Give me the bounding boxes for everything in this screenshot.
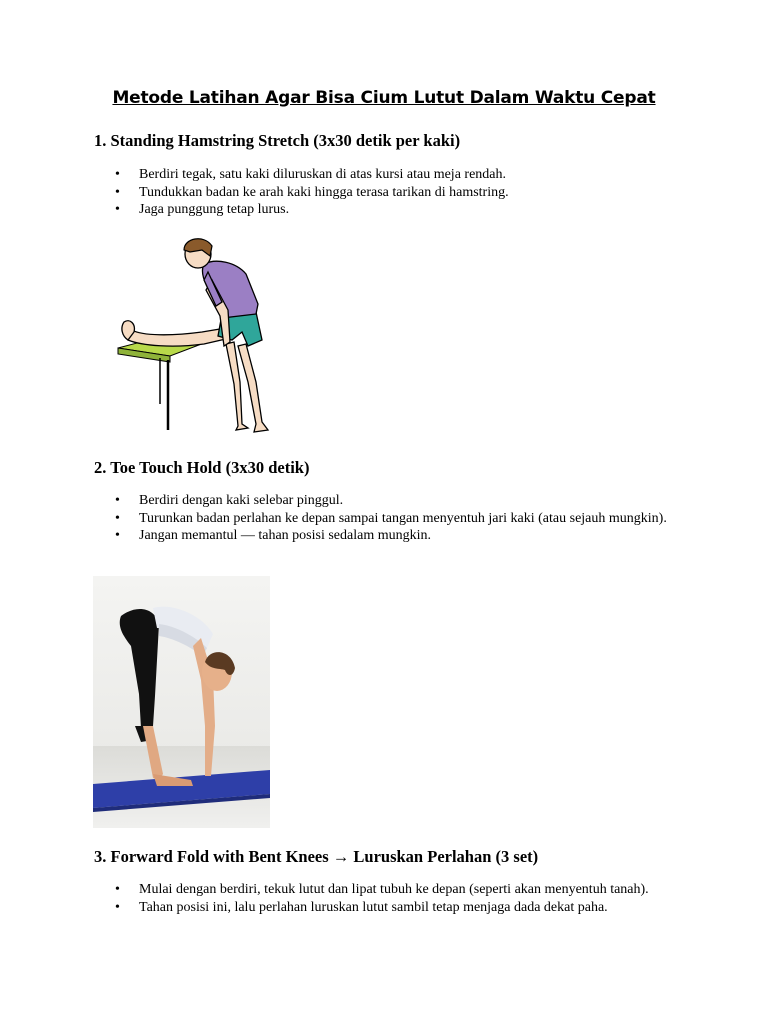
list-item: • Jaga punggung tetap lurus. — [94, 201, 684, 219]
list-item: • Tahan posisi ini, lalu perlahan luruskan lutut sambil tetap menjaga dada dekat paha. — [94, 899, 684, 917]
list-item: • Tundukkan badan ke arah kaki hingga terasa tarikan di hamstring. — [94, 184, 684, 202]
section-2-bullet-list — [94, 492, 684, 545]
low-table-illustration — [118, 336, 212, 430]
section-heading-2: 2. Toe Touch Hold (3x30 detik) — [94, 458, 310, 477]
list-item: • Berdiri tegak, satu kaki diluruskan di atas kursi atau meja rendah. — [94, 166, 684, 184]
section-1-bullet-list — [94, 166, 684, 219]
list-item: • Berdiri dengan kaki selebar pinggul. — [94, 492, 684, 510]
toe-touch-photo — [93, 576, 270, 828]
section-heading-1: 1. Standing Hamstring Stretch (3x30 detik per kaki) — [94, 131, 461, 150]
list-item: • Jangan memantul — tahan posisi sedalam mungkin. — [94, 527, 684, 545]
document-title: Metode Latihan Agar Bisa Cium Lutut Dalam Waktu Cepat — [112, 88, 656, 108]
section-3-bullet-list — [94, 881, 684, 916]
section-heading-3: 3. Forward Fold with Bent Knees → Luruskan Perlahan (3 set) — [94, 847, 539, 866]
list-item: • Turunkan badan perlahan ke depan sampai tangan menyentuh jari kaki (atau sejauh mungkin). — [94, 510, 684, 528]
hamstring-stretch-figure — [112, 232, 282, 442]
list-item: • Mulai dengan berdiri, tekuk lutut dan lipat tubuh ke depan (seperti akan menyentuh tanah). — [94, 881, 684, 899]
